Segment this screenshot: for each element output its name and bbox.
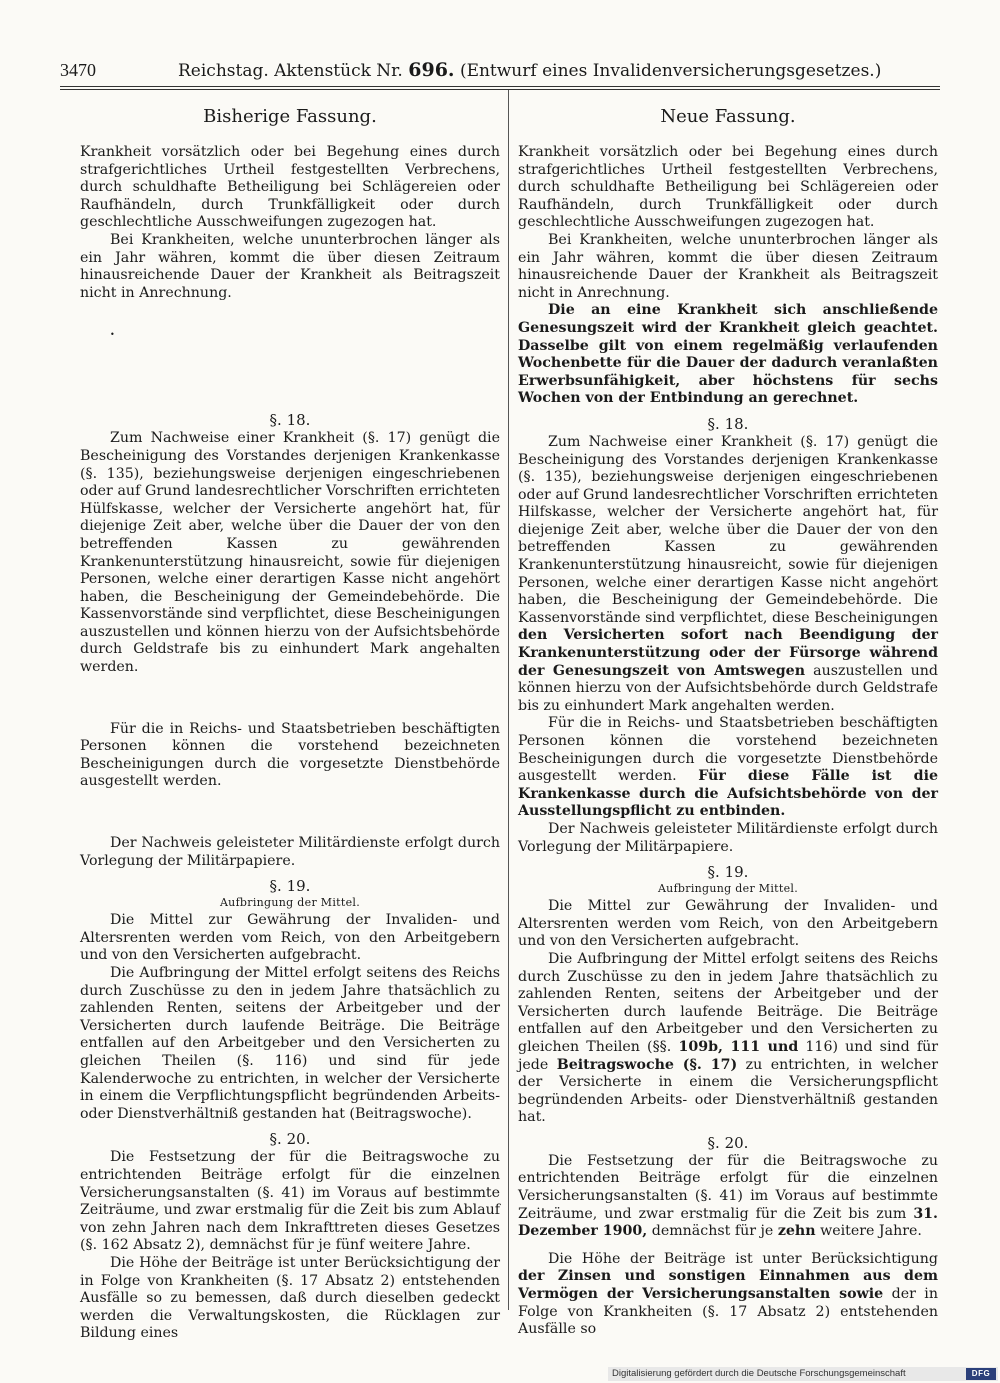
- text-run: der in Folge von Krankheiten (§. 17 Absatz 2) entstehenden Ausfälle so: [518, 1286, 938, 1338]
- text-run: auszustellen und können hierzu von der Aufsichtsbehörde durch Geldstrafe bis zu einhundert Mark angehalten werden.: [518, 662, 939, 714]
- text-run: demnächst für je: [651, 1223, 774, 1240]
- text-run: Für die in Reichs- und Staatsbetrieben beschäftigten Personen können die vorstehend bezeichneten Bescheinigungen durch die vorgesetzte Dienstbehörde ausgestellt werden.: [518, 715, 938, 785]
- running-title: [178, 58, 881, 83]
- document-number: 696.: [408, 59, 455, 81]
- paragraph: Für die in Reichs- und Staatsbetrieben beschäftigten Personen können die vorstehend bezeichneten Bescheinigungen durch die vorgesetzte Dienstbehörde ausgestellt werden.: [80, 720, 500, 790]
- column-title-new: Neue Fassung.: [660, 106, 796, 127]
- column-new-version: [518, 104, 938, 1339]
- paragraph: Die Mittel zur Gewährung der Invaliden- und Altersrenten werden vom Reich, von den Arbeitgebern und von den Versicherten aufgebracht.: [518, 898, 938, 950]
- title-prefix: Reichstag. Aktenstück Nr.: [178, 61, 403, 81]
- column-previous-version: [80, 104, 500, 1343]
- header-rule: [60, 86, 940, 87]
- spacer: [80, 302, 500, 404]
- text-run-amendment: Beitragswoche (§. 17): [556, 1056, 738, 1073]
- paragraph: Krankheit vorsätzlich oder bei Begehung eines durch strafgerichtliches Urtheil festgestellten Verbrechens, durch schuldhafte Betheiligung bei Schlägereien oder Raufhändeln, durch Trunkfälligkeit oder durch geschlechtliche Ausschweifungen zugezogen hat.: [518, 144, 938, 231]
- paragraph: Krankheit vorsätzlich oder bei Begehung eines durch strafgerichtliches Urtheil festgestellten Verbrechens, durch schuldhafte Betheiligung bei Schlägereien oder Raufhändeln, durch Trunkfälligkeit oder durch geschlechtliche Ausschweifungen zugezogen hat.: [80, 144, 500, 231]
- section-heading-20: §. 20.: [269, 1130, 311, 1149]
- text-run-amendment: 109b, 111 und: [678, 1038, 799, 1055]
- paragraph-amendment: Die an eine Krankheit sich anschließende Genesungszeit wird der Krankheit gleich geachtet. Dasselbe gilt von einem regelmäßig verlaufenden Wochenbette für die Dauer der dadurch veranlaßten Erwerbsunfähigkeit, aber höchstens für sechs Wochen von der Entbindung an gerechnet.: [518, 302, 938, 407]
- credit-text: Digitalisierung gefördert durch die Deutsche Forschungsgemeinschaft: [612, 1368, 906, 1379]
- text-run: Zum Nachweise einer Krankheit (§. 17) genügt die Bescheinigung des Vorstandes derjenigen Krankenkasse (§. 135), beziehungsweise derjenigen eingeschriebenen oder auf Grund landesrechtlicher Vorschriften errichteten Hilfskasse, welcher der Versicherte angehört hat, für diejenige Zeit aber, welche über die Dauer der von den betreffenden Kassen zu gewährenden Krankenunterstützung hinausreicht, sowie für diejenigen Personen, welche einer derartigen Kasse nicht angehört haben, die Bescheinigung der Gemeindebehörde. Die Kassenvorstände sind verpflichtet, diese Bescheinigungen: [518, 433, 938, 626]
- paragraph: Bei Krankheiten, welche ununterbrochen länger als ein Jahr währen, kommt die über diesen Zeitraum hinausreichende Dauer der Krankheit als Beitragszeit nicht in Anrechnung.: [80, 231, 500, 301]
- paragraph: [518, 434, 938, 716]
- header-rule-secondary: [60, 89, 940, 90]
- spacer: [80, 791, 500, 835]
- text-run-amendment: den Versicherten sofort nach Beendigung der Krankenunterstützung oder der Fürsorge während der Genesungszeit von Amtswegen: [518, 627, 938, 679]
- spacer: [80, 677, 500, 721]
- page-header: [60, 58, 940, 84]
- digitization-credit: [608, 1367, 998, 1381]
- section-subheading: Aufbringung der Mittel.: [657, 882, 799, 896]
- paragraph: Der Nachweis geleisteter Militärdienste erfolgt durch Vorlegung der Militärpapiere.: [518, 820, 938, 855]
- page-number: 3470: [60, 60, 96, 80]
- text-run: Die Höhe der Beiträge ist unter Berücksichtigung: [548, 1250, 938, 1267]
- column-divider: [508, 90, 509, 1310]
- section-heading-20: §. 20.: [707, 1133, 749, 1152]
- paragraph: [518, 1251, 938, 1339]
- title-suffix: (Entwurf eines Invalidenversicherungsgesetzes.): [459, 61, 882, 81]
- paragraph: Zum Nachweise einer Krankheit (§. 17) genügt die Bescheinigung des Vorstandes derjenigen Krankenkasse (§. 135), beziehungsweise derjenigen eingeschriebenen oder auf Grund landesrechtlicher Vorschriften errichteten Hülfskasse, welcher der Versicherte angehört hat, für diejenige Zeit aber, welche über die Dauer der von den betreffenden Kassen zu gewährenden Krankenunterstützung hinausreicht, sowie für diejenigen Personen, welche einer derartigen Kasse nicht angehört haben, die Bescheinigung der Gemeindebehörde. Die Kassenvorstände sind verpflichtet, diese Bescheinigungen auszustellen und können hierzu von der Aufsichtsbehörde durch Geldstrafe bis zu einhundert Mark angehalten werden.: [80, 430, 500, 676]
- paragraph: Die Festsetzung der für die Beitragswoche zu entrichtenden Beiträge erfolgt für die einzelnen Versicherungsanstalten (§. 41) im Voraus auf bestimmte Zeiträume, und zwar erstmalig für die Zeit bis zum Ablauf von zehn Jahren nach dem Inkrafttreten dieses Gesetzes (§. 162 Absatz 2), demnächst für je fünf weitere Jahre.: [80, 1149, 500, 1254]
- column-title-previous: Bisherige Fassung.: [203, 106, 377, 127]
- dfg-logo: DFG: [966, 1368, 996, 1380]
- paragraph: Die Aufbringung der Mittel erfolgt seitens des Reichs durch Zuschüsse zu den in jedem Jahre thatsächlich zu zahlenden Renten, seitens der Arbeitgeber und der Versicherten durch laufende Beiträge. Die Beiträge entfallen auf den Arbeitgeber und den Versicherten zu gleichen Theilen (§. 116) und sind für jede Kalenderwoche zu entrichten, in welcher der Versicherte in einem die Verpflichtungspflicht begründenden Arbeits- oder Dienstverhältniß gestanden hat (Beitragswoche).: [80, 965, 500, 1122]
- text-run-amendment: der Zinsen und sonstigen Einnahmen aus dem Vermögen der Versicherungsanstalten sowie: [518, 1268, 938, 1303]
- section-heading-19: §. 19.: [707, 863, 749, 882]
- text-run: Die Aufbringung der Mittel erfolgt seitens des Reichs durch Zuschüsse zu den in jedem Jahre thatsächlich zu zahlenden Renten, seitens der Arbeitgeber und der Versicherten durch laufende Beiträge. Die Beiträge entfallen auf den Arbeitgeber und den Versicherten zu gleichen Theilen (§§.: [518, 950, 938, 1055]
- margin-mark: •: [110, 330, 115, 339]
- paragraph: Der Nachweis geleisteter Militärdienste erfolgt durch Vorlegung der Militärpapiere.: [80, 835, 500, 869]
- spacer: [518, 1241, 938, 1251]
- text-run-amendment: 31. Dezember 1900,: [518, 1205, 938, 1240]
- paragraph: Bei Krankheiten, welche ununterbrochen länger als ein Jahr währen, kommt die über diesen Zeitraum hinausreichende Dauer der Krankheit als Beitragszeit nicht in Anrechnung.: [518, 231, 938, 301]
- text-run: 116) und sind für jede: [518, 1038, 939, 1073]
- paragraph: Die Höhe der Beiträge ist unter Berücksichtigung der in Folge von Krankheiten (§. 17 Absatz 2) entstehenden Ausfälle so zu bemessen, daß durch dieselben gedeckt werden die Verwaltungskosten, die Rücklagen zur Bildung eines: [80, 1254, 500, 1342]
- section-subheading: Aufbringung der Mittel.: [219, 896, 361, 910]
- text-run: zu entrichten, in welcher der Versicherte in einem die Versicherungspflicht begründenden Arbeits- oder Dienstverhältniß gestanden hat.: [518, 1056, 938, 1126]
- text-run-amendment: Für diese Fälle ist die Krankenkasse durch die Aufsichtsbehörde von der Ausstellungspflicht zu entbinden.: [518, 768, 938, 820]
- text-run: weitere Jahre.: [820, 1223, 922, 1240]
- text-run: Die Festsetzung der für die Beitragswoche zu entrichtenden Beiträge erfolgt für die einzelnen Versicherungsanstalten (§. 41) im Voraus auf bestimmte Zeiträume, und zwar erstmalig für die Zeit bis zum: [518, 1152, 938, 1222]
- section-heading-18: §. 18.: [707, 414, 749, 433]
- section-heading-19: §. 19.: [269, 877, 311, 896]
- paragraph: [518, 1153, 938, 1241]
- paragraph: Die Mittel zur Gewährung der Invaliden- und Altersrenten werden vom Reich, von den Arbeitgebern und von den Versicherten aufgebracht.: [80, 912, 500, 964]
- paragraph: [518, 715, 938, 821]
- section-heading-18: §. 18.: [269, 411, 311, 430]
- paragraph: [518, 951, 938, 1127]
- text-run-amendment: zehn: [777, 1223, 816, 1240]
